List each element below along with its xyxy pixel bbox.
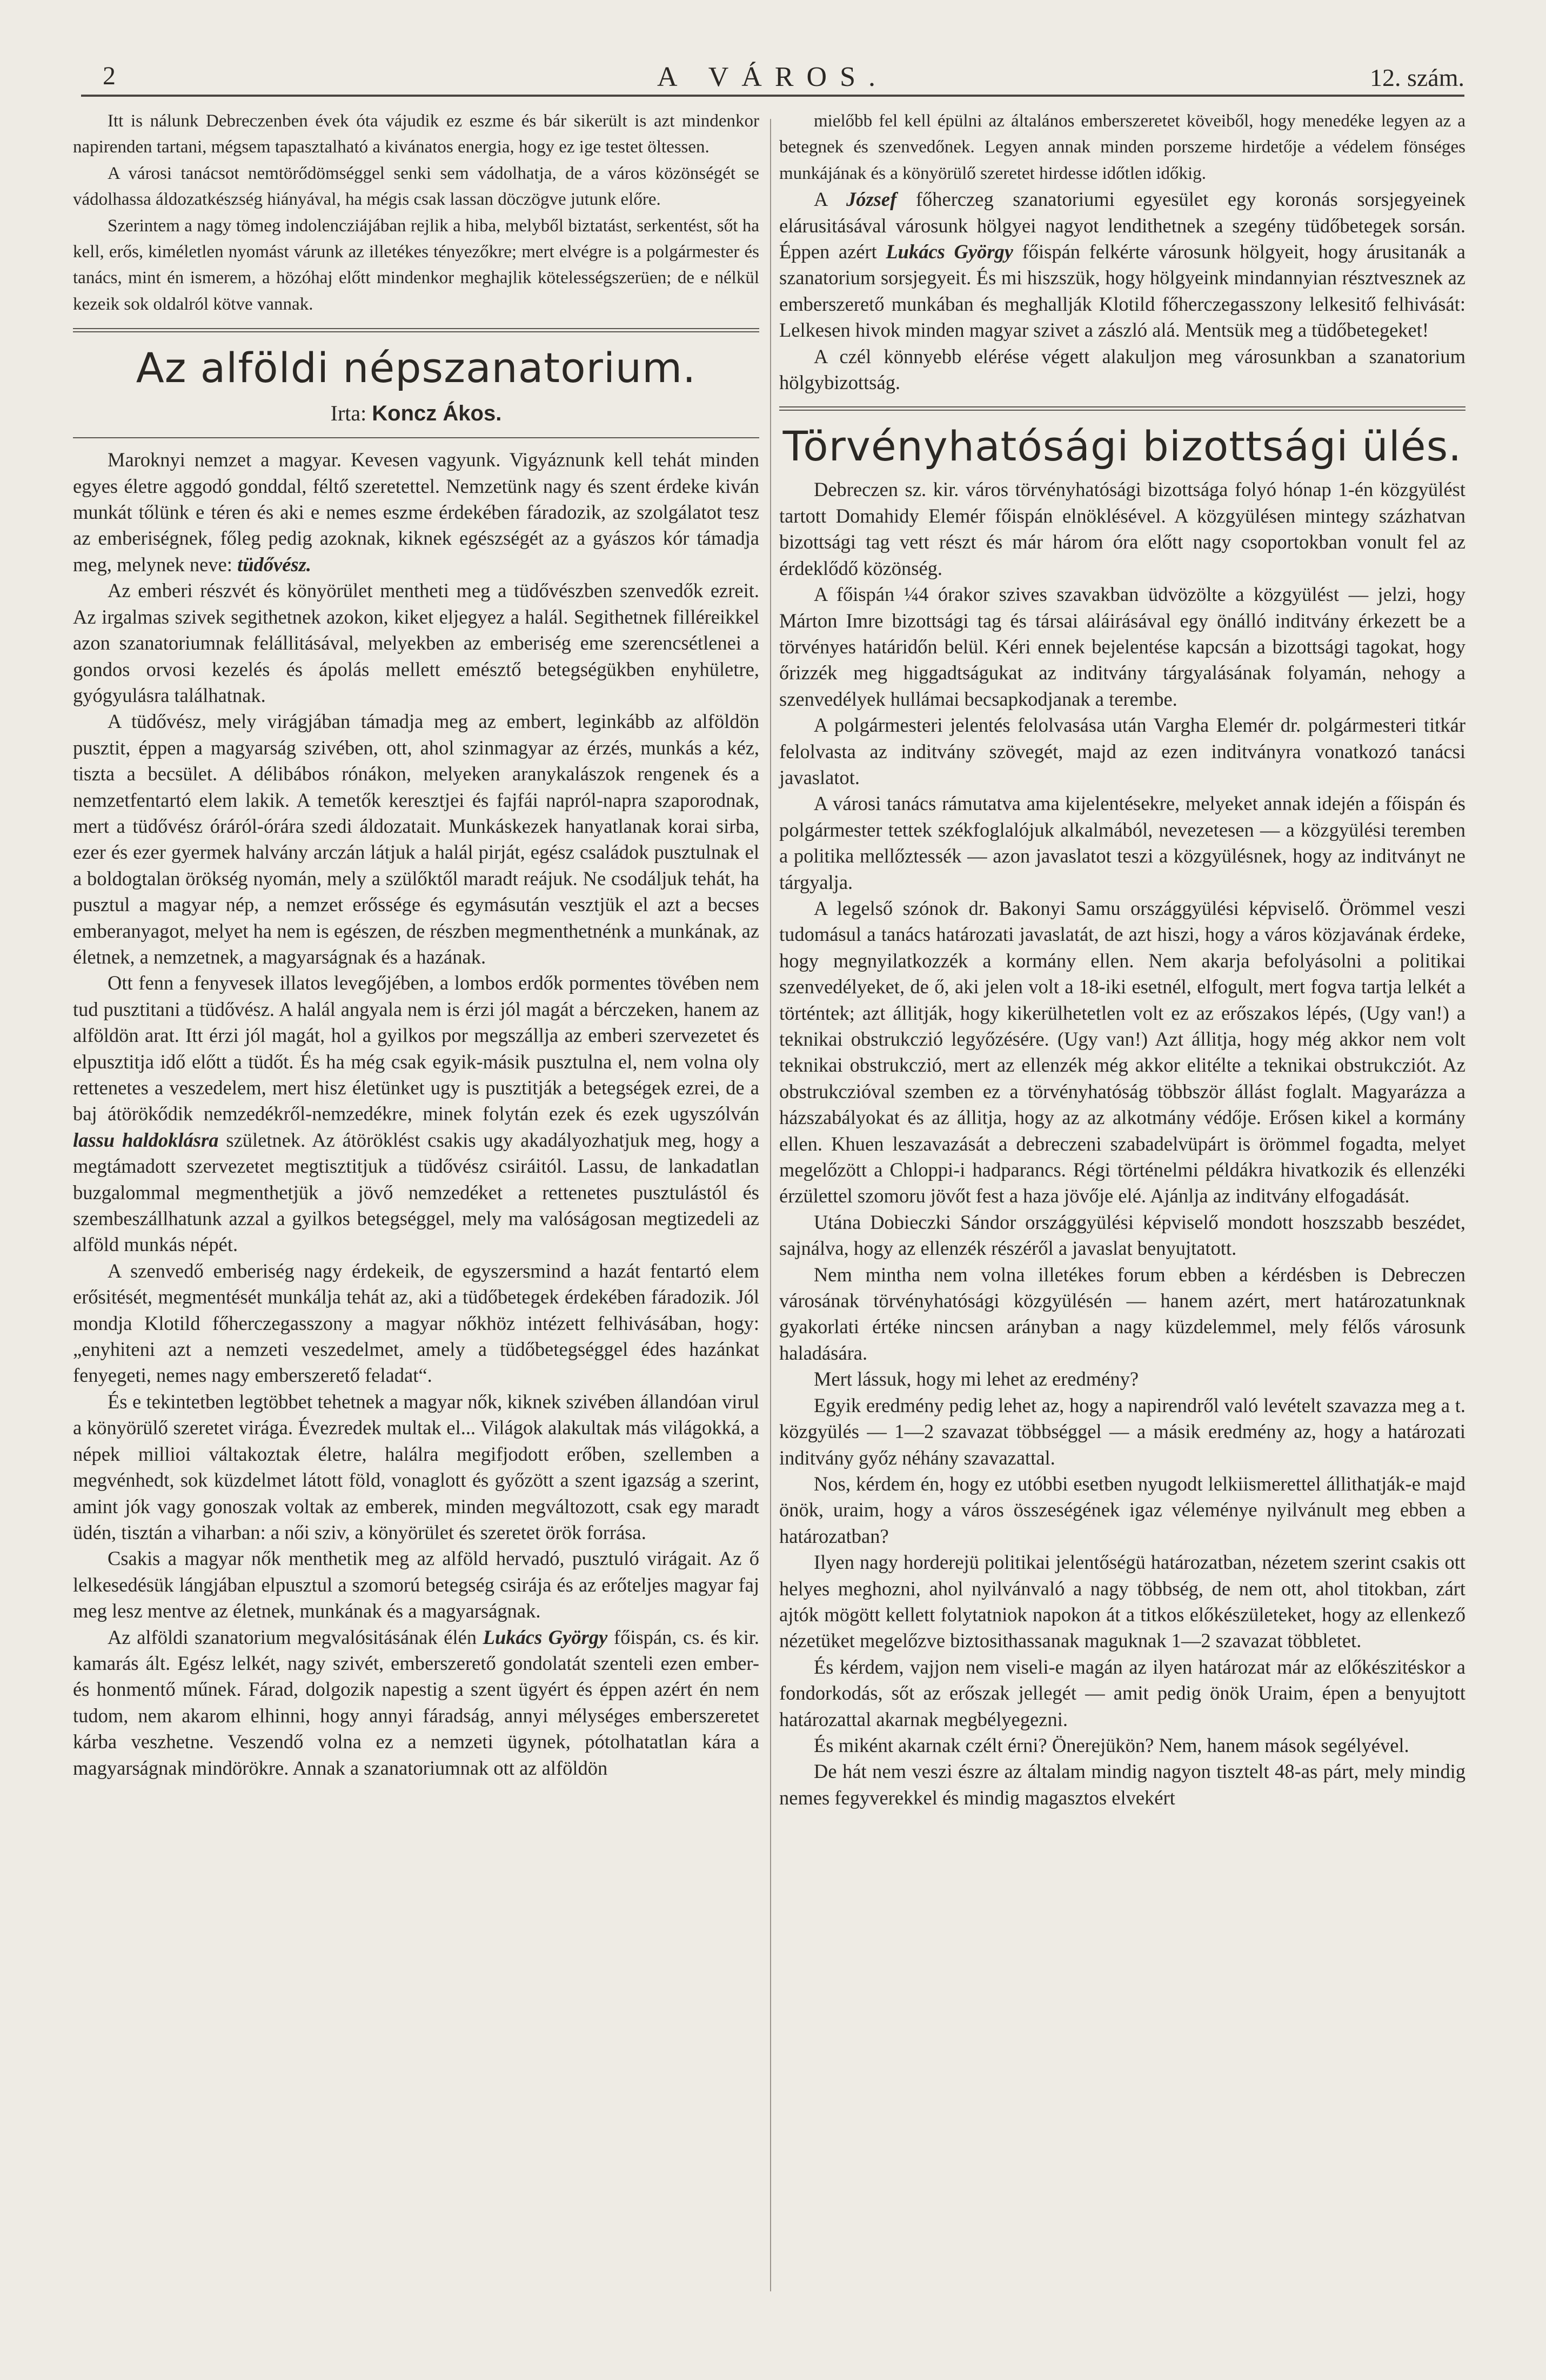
article-paragraph: A legelső szónok dr. Bakonyi Samu országgyülési képviselő. Örömmel veszi tudomásul a tanács határozati javaslatát, de azt hiszi, hogy a város közjavának érdeke, hogy megnyilatkozzék a kormány ellen. Nem akarja befolyásolni a politikai szenvedélyeket, de ő, aki jelen volt a 18-iki esetnél, elfogult, mert fogva tartja lelkét a történtek; azt állitják, hogy kikerülhetetlen volt ez az erőszakos lépés, (Ugy van!) a teknikai obstrukczió legyőzésére. (Ugy van!) Azt állitja, hogy még akkor nem volt teknikai obstrukczió, mert az ellenzék még akkor elitélte a teknikai obstrukcziót. Az obstrukczióval szemben ez a törvényhatóság többször állást foglalt. Magyarázza a házszabályokat és az állitja, hogy az az alkotmány védője. Erősen kikel a kormány ellen. Khuen leszavazását a debreczeni szabadelvüpárt is örömmel fogadta, melyet megelőzött a Chloppi-i hadparancs. Régi történelmi példákra hivatkozik és ellenzéki érzülettel szomoru jövőt fest a haza jövője elé. Ajánlja az inditvány elfogadását. — [779, 897, 1465, 1207]
article-paragraph: Az emberi részvét és könyörület mentheti meg a tüdővészben szenvedők ezreit. Az irgalmas szivek segithetnek azokon, kiket eljegyez a halál. Segithetnek filléreikkel azon szanatoriumnak felállitásával, melyekben az emberiség eme szerencsétlenei a gondos orvosi kezelés és ápolás mellett emésztő betegségükben enyhületre, gyógyulásra találhatnak. — [73, 579, 759, 706]
issue-number: 12. szám. — [1369, 64, 1464, 91]
byline-prefix: Irta: — [330, 401, 367, 426]
column-divider — [770, 119, 771, 2291]
newspaper-title: A VÁROS. — [657, 62, 888, 92]
continued-paragraph: A József főherczeg szanatoriumi egyesület egy koronás sorsjegyeinek elárusitásával városunk hölgyei nagyot lendithetnek a szegény tüdőbetegek sorsán. Éppen azért Lukács György főispán felkérte városunk hölgyeit, hogy árusitanák a szanatorium sorsjegyeit. És mi hiszszük, hogy hölgyeink mindannyian résztvesznek az emberszerető munkában és meghallják Klotild főherczegasszony lelkesitő felhivását: Lelkesen hivok minden magyar szivet a zászló alá. Mentsük meg a tüdőbetegeket! — [779, 188, 1466, 342]
article-paragraph: És kérdem, vajjon nem viseli-e magán az ilyen határozat már az előkészitéskor a fondorkodás, sőt az erőszak jellegét — amit pedig önök Uraim, épen a benyujtott határozattal akarnak megbélyegezni. — [779, 1655, 1465, 1730]
article-paragraph: A szenvedő emberiség nagy érdekeik, de egyszersmind a hazát fentartó elem erősitését, megmentését munkálja tehát az, aki a tüdőbetegek érdekében fáradozik. Jól mondja Klotild főherczegasszony a magyar nőkhöz intézett felhivásában, hogy: „enyhiteni azt a nemzeti veszedelmet, amely a tüdőbetegséggel édes hazánkat fenyegeti, nemes nagy emberszerető feladat“. — [73, 1259, 759, 1387]
section-divider — [779, 406, 1465, 411]
article-paragraph: És e tekintetben legtöbbet tehetnek a magyar nők, kiknek szivében állandóan virul a könyörülő szeretet virága. Évezredek multak el... Világok alakultak más világokká, a népek millioi váltakoztak életre, halálra megifjodott erőben, szellemben a megvénhedt, sok küzdelmet látott föld, vonaglott és győzött a szent igazság a szerint, amint jók vagy gonoszak voltak az emberek, minden megváltozott, csak egy maradt üdén, tisztán a viharban: a női sziv, a könyörület és szeretet örök forrása. — [73, 1390, 759, 1543]
article-paragraph: Mert lássuk, hogy mi lehet az eredmény? — [814, 1368, 1139, 1390]
article-paragraph: Nem mintha nem volna illetékes forum ebben a kérdésben is Debreczen városának törvényhatósági közgyülésén — hanem azért, mert határozatunknak gyakorlati értéke nincsen arányban a nagy küzdelemmel, mely félős városunk haladására. — [779, 1263, 1465, 1364]
article-paragraph: A tüdővész, mely virágjában támadja meg az embert, leginkább az alföldön pusztit, éppen a magyarság szivében, ott, ahol szinmagyar az érzés, munkás a kéz, tiszta a becsület. A délibábos rónákon, melyeken aranykalászok rengenek és a nemzetfentartó elem lakik. A temetők keresztjei és fajfái napról-napra szaporodnak, mert a tüdővész óráról-órára szedi áldozatait. Munkáskezek hanyatlanak korai sirba, ezer és ezer gyermek halvány arczán látjuk a halál pirját, egész családok pusztulnak el a boldogtalan örökség nyomán, mely a szülőktől maradt reájuk. Ne csodáljuk tehát, ha pusztul a magyar nép, a nemzet erőssége és egymásután vesztjük el azt a becses emberanyagot, melyet ha nem is egészen, de részben megmenthetnénk a munkának, az életnek, a nemzetnek, a magyarságnak és a hazának. — [73, 710, 759, 968]
emphasis-lassu-haldoklasra: lassu haldoklásra — [73, 1128, 219, 1151]
article-paragraph: A főispán ¼4 órakor szives szavakban üdvözölte a közgyülést — jelzi, hogy Márton Imre bizottsági tag és társai aláirásával egy önálló inditvány érkezett be a törvényes határidőn belül. Kéri ennek bejelentése kapcsán a bizottsági tagokat, hogy őrizzék meg higgadtságukat az inditvány tárgyalásának folyamán, nehogy a szenvedélyek hullámai becsapkodjanak a terembe. — [779, 583, 1465, 710]
byline-author: Koncz Ákos. — [372, 402, 502, 426]
section-divider — [73, 328, 759, 332]
article-paragraph: Maroknyi nemzet a magyar. Kevesen vagyunk. Vigyáznunk kell tehát minden egyes életre aggodó gonddal, féltő szeretettel. Nemzetünk nagy és szent érdeke kiván munkát tőlünk e téren és aki e nemes eszme érdekében fáradozik, az szolgálatot tesz az emberiségnek, főleg pedig azoknak, kiknek egészségét az a gyászos kór támadja meg, melynek neve: tüdővész. — [73, 449, 759, 576]
article-paragraph: A polgármesteri jelentés felolvasása után Vargha Elemér dr. polgármesteri titkár felolvasta az inditvány szövegét, majd az ezen inditványra vonatkozó tanácsi javaslatot. — [779, 714, 1465, 788]
article-title: Törvényhatósági bizottsági ülés. — [782, 422, 1462, 471]
article-paragraph: A városi tanács rámutatva ama kijelentésekre, melyeket annak idején a főispán és polgármester tettek székfoglalójuk alkalmából, nevezetesen — a közgyülési teremben a politika mellőztessék — azon javaslatot teszi a közgyülésnek, hogy az inditványt ne tárgyalja. — [779, 792, 1465, 893]
article-paragraph: Ott fenn a fenyvesek illatos levegőjében, a lombos erdők pormentes tövében nem tud pusztitani a tüdővész. A halál angyala nem is érzi jól magát a bérczeken, hanem az alföldön arat. Itt érzi jól magát, hol a gyilkos por megszállja az emberi szervezetet és elpusztitja idő előtt a tüdőt. És ha még csak egyik-másik pusztulna el, nem volna oly rettenetes a veszedelem, mert hisz életünket ugy is pusztitják a betegségek ezrei, de a baj átörökődik nemzedékről-nemzedékre, minek folytán ezek és ezek ugyszólván lassu haldoklásra születnek. Az átöröklést csakis ugy akadályozhatjuk meg, hogy a megtámadott szervezetet megtisztitjuk a tüdővész csiráitól. Lassu, de lankadatlan buzgalommal megmenthetjük a jövő nemzedéket a rettenetes pusztulástól és szembeszállhatunk azzal a gyilkos betegséggel, mely ma valóságosan megtizedeli az alföld munkás népét. — [73, 972, 760, 1256]
article-paragraph: Az alföldi szanatorium megvalósitásának élén Lukács György főispán, cs. és kir. kamarás ált. Egész lelkét, nagy szivét, emberszerető gondolatát szenteli ezen ember- és honmentő műnek. Fárad, dolgozik napestig a szent ügyért és éppen azért én nem tudom, nem akarom elhinni, hogy annyi fáradság, annyi mélységes emberszeretet kárba veszhetne. Veszendő volna ez a nemzeti ügynek, pótolhatatlan kára a magyarságnak mindörökre. Annak a szanatoriumnak ott az alföldön — [73, 1626, 759, 1779]
byline — [73, 398, 759, 429]
continued-paragraph: A czél könnyebb elérése végett alakuljon meg városunkban a szanatorium hölgybizottság. — [779, 345, 1465, 394]
page-number: 2 — [103, 62, 116, 90]
article-paragraph: Egyik eredmény pedig lehet az, hogy a napirendről való levételt szavazza meg a t. közgyülés — 1—2 szavazat többséggel — a másik eredmény az, hogy a határozati inditvány győz néhány szavazattal. — [779, 1394, 1465, 1469]
article-paragraph: Utána Dobieczki Sándor országgyülési képviselő mondott hoszszabb beszédet, sajnálva, hogy az ellenzék részéről a javaslat benyujtatott. — [779, 1211, 1465, 1260]
article-paragraph: Csakis a magyar nők menthetik meg az alföld hervadó, pusztuló virágait. Az ő lelkesedésük lángjában elpusztul a szomorú betegség csirája és az erőteljes magyar faj meg lesz mentve az életnek, munkának és a magyarságnak. — [73, 1547, 759, 1622]
article-paragraph: De hát nem veszi észre az általam mindig nagyon tisztelt 48-as párt, mely mindig nemes fegyverekkel és mindig magasztos elvekért — [779, 1760, 1465, 1809]
right-column — [779, 108, 1465, 1811]
article-paragraph: Debreczen sz. kir. város törvényhatósági bizottsága folyó hónap 1-én közgyülést tartott Domahidy Elemér főispán elnöklésével. A közgyülésen mintegy százhatvan bizottsági tag vett részt és már három óra előtt nagy csoportokban vonult fel az érdeklődő közönség. — [779, 478, 1465, 579]
byline-divider — [73, 437, 759, 438]
article-paragraph: Ilyen nagy horderejü politikai jelentőségü határozatban, nézetem szerint csakis ott helyes meghozni, ahol nyilvánvaló a nagy többség, de nem ott, ahol titokban, zárt ajtók mögött kellett folytatniok napokon át a titkos előkészületeket, hogy az ellenkező nézetüket megelőzve biztosithassanak maguknak 1—2 szavazat többletet. — [779, 1551, 1465, 1652]
continued-paragraph: mielőbb fel kell épülni az általános emberszeretet köveiből, hogy menedéke legyen az a betegnek és szenvedőnek. Legyen annak minden porszeme hirdetője a védelem fönséges munkájának és a könyörülő szeretet hirdesse időtlen időkig. — [779, 111, 1465, 183]
emphasis-tudovesz: tüdővész. — [237, 553, 311, 576]
article-title: Az alföldi népszanatorium. — [136, 344, 697, 392]
emphasis-jozsef: József — [846, 188, 897, 211]
page-header — [81, 51, 1464, 97]
intro-paragraph: Szerintem a nagy tömeg indolencziájában rejlik a hiba, melyből biztatást, serkentést, sőt ha kell, erős, kiméletlen nyomást várunk az illetékes tényezőkre; mert elvégre is a polgármester és tanács, mint én ismerem, a hözóhaj előtt mindenkor meghajlik kötelességszerüen; de e nélkül kezeik sok oldalról kötve vannak. — [73, 216, 759, 314]
intro-paragraph: A városi tanácsot nemtörődömséggel senki sem vádolhatja, de a város közönségét se vádolhassa áldozatkészség hiányával, ha mégis csak lassan döczögve jutunk előre. — [73, 163, 759, 210]
emphasis-lukacs-gyorgy: Lukács György — [483, 1626, 608, 1648]
intro-paragraph: Itt is nálunk Debreczenben évek óta vájudik ez eszme és bár sikerült is azt mindenkor napirenden tartani, mégsem tapasztalható a kivánatos energia, hogy ez ige testet öltessen. — [73, 111, 759, 157]
article-paragraph: Nos, kérdem én, hogy ez utóbbi esetben nyugodt lelkiismerettel állithatják-e majd önök, uraim, hogy a város összeségének igaz véleménye nyilvánult meg ebben a határozatban? — [779, 1472, 1465, 1547]
emphasis-lukacs-gyorgy: Lukács György — [886, 240, 1013, 263]
left-column — [73, 108, 759, 1781]
article-paragraph: És miként akarnak czélt érni? Önerejükön? Nem, hanem mások segélyével. — [814, 1734, 1409, 1756]
